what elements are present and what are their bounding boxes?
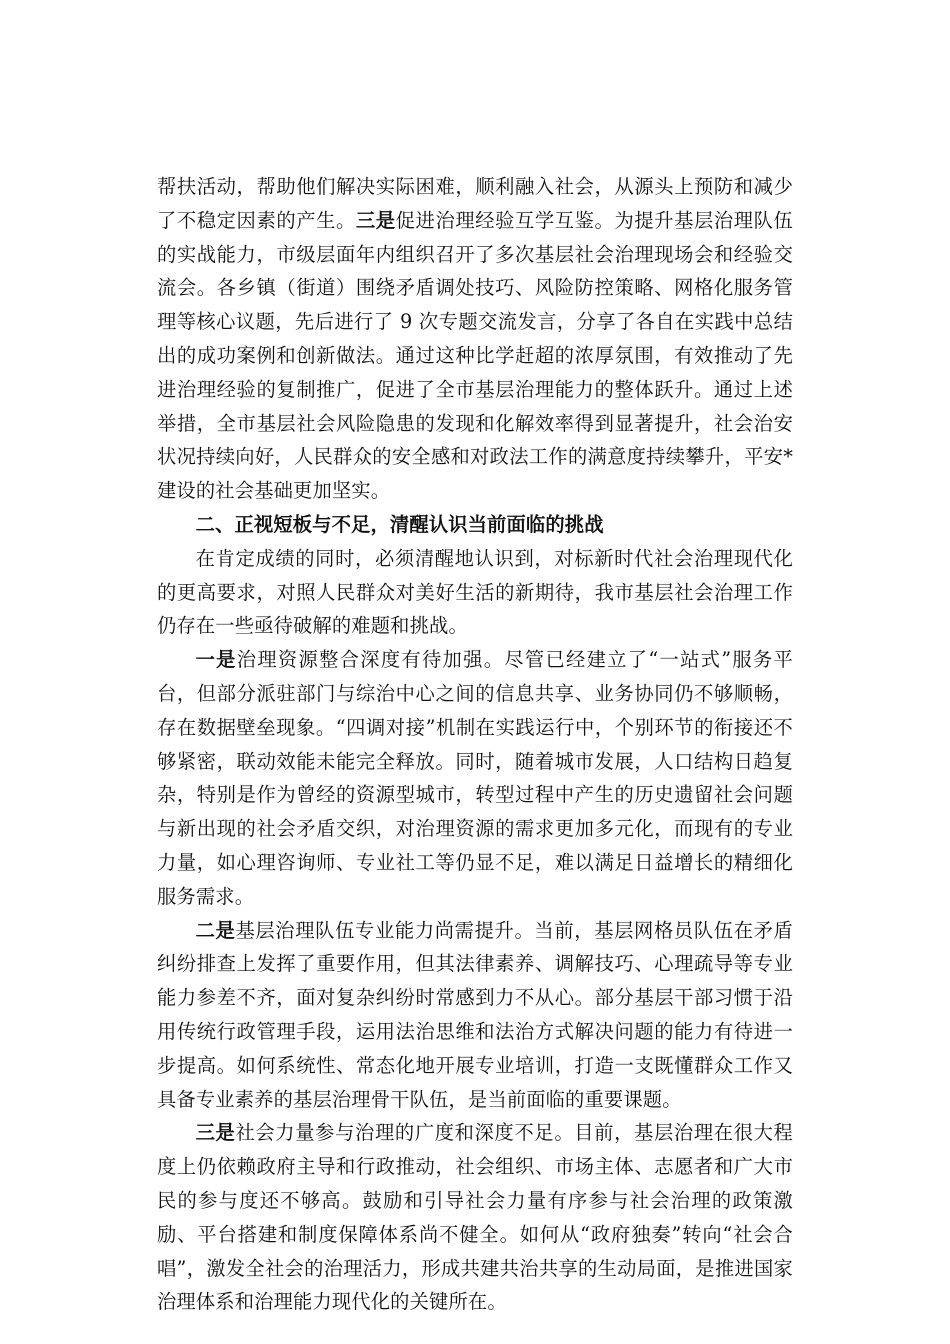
section-heading: 二、正视短板与不足，清醒认识当前面临的挑战 — [195, 512, 604, 536]
continuation-text-2: 促进治理经验互学互鉴。为提升基层治理队伍的实战能力，市级层面年内组织召开了多次基层社会治理现场会和经验交流会。各乡镇（街道）围绕矛盾调处技巧、风险防控策略、网格化服务管理等核心议题，先后进行了 9 次专题交流发言，分享了各自在实践中总结出的成功案例和创新做法。通过这种比学赶超的浓厚氛围，有效推动了先进治理经验的复制推广，促进了全市基层治理能力的整体跃升。通过上述举措，全市基层社会风险隐患的发现和化解效率得到显著提升，社会治安状况持续向好，人民群众的安全感和对政法工作的满意度持续攀升，平安*建设的社会基础更加坚实。 — [157, 208, 793, 503]
point-paragraph-1 — [157, 643, 793, 913]
point-paragraph-3 — [157, 1116, 793, 1319]
point-lead-1: 一是 — [195, 648, 237, 672]
point-text-1: 治理资源整合深度有待加强。尽管已经建立了“一站式”服务平台，但部分派驻部门与综治中心之间的信息共享、业务协同仍不够顺畅，存在数据壁垒现象。“四调对接”机制在实践运行中，个别环节的衔接还不够紧密，联动效能未能完全释放。同时，随着城市发展，人口结构日趋复杂，特别是作为曾经的资源型城市，转型过程中产生的历史遗留社会问题与新出现的社会矛盾交织，对治理资源的需求更加多元化，而现有的专业力量，如心理咨询师、专业社工等仍显不足，难以满足日益增长的精细化服务需求。 — [157, 648, 793, 908]
point-lead-2: 二是 — [195, 918, 236, 942]
point-text-2: 基层治理队伍专业能力尚需提升。当前，基层网格员队伍在矛盾纠纷排查上发挥了重要作用，但其法律素养、调解技巧、心理疏导等专业能力参差不齐，面对复杂纠纷时常感到力不从心。部分基层干部习惯于沿用传统行政管理手段，运用法治思维和法治方式解决问题的能力有待进一步提高。如何系统性、常态化地开展专业培训，打造一支既懂群众工作又具备专业素养的基层治理骨干队伍，是当前面临的重要课题。 — [157, 918, 793, 1111]
point-text-3: 社会力量参与治理的广度和深度不足。目前，基层治理在很大程度上仍依赖政府主导和行政推动，社会组织、市场主体、志愿者和广大市民的参与度还不够高。鼓励和引导社会力量有序参与社会治理的政策激励、平台搭建和制度保障体系尚不健全。如何从“政府独奏”转向“社会合唱”，激发全社会的治理活力，形成共建共治共享的生动局面，是推进国家治理体系和治理能力现代化的关键所在。 — [157, 1121, 793, 1314]
continuation-lead: 三是 — [355, 208, 396, 232]
continuation-paragraph — [157, 170, 793, 508]
document-body — [157, 170, 793, 1319]
point-paragraph-2 — [157, 914, 793, 1117]
point-lead-3: 三是 — [195, 1121, 236, 1145]
intro-paragraph: 在肯定成绩的同时，必须清醒地认识到，对标新时代社会治理现代化的更高要求，对照人民群众对美好生活的新期待，我市基层社会治理工作仍存在一些亟待破解的难题和挑战。 — [157, 546, 793, 638]
continuation-text-1: 帮扶活动，帮助他们解决实际困难，顺利融入社会，从源头上预防和减少了不稳定因素的产生。 — [157, 175, 793, 232]
